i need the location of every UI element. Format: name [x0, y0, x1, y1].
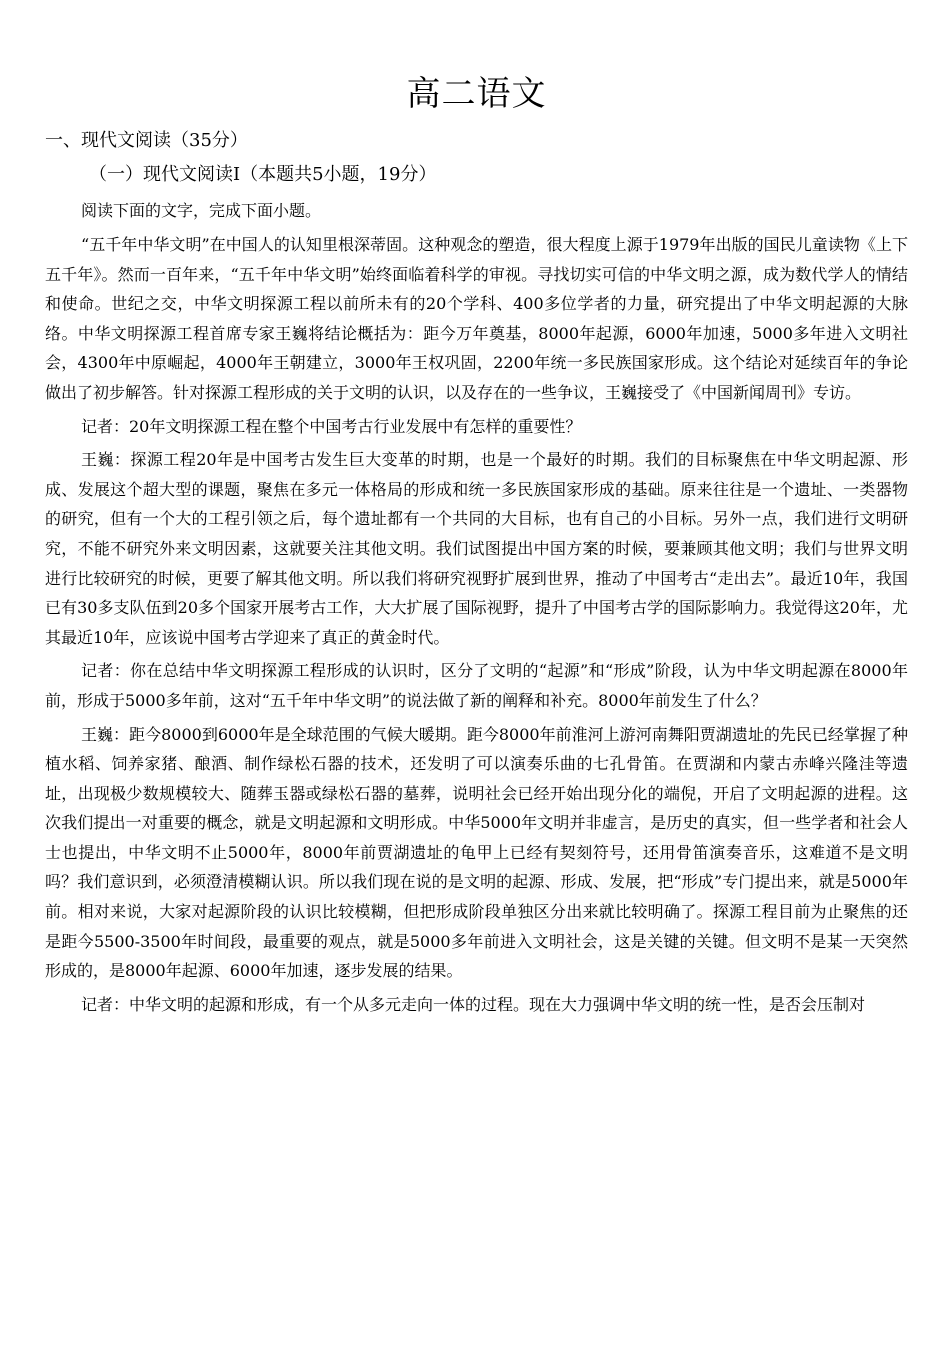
reading-instruction: 阅读下面的文字，完成下面小题。 — [81, 201, 322, 220]
sub-heading: （一）现代文阅读I（本题共5小题，19分） — [89, 164, 437, 185]
interview-answer-1: 王巍：探源工程20年是中国考古发生巨大变革的时期，也是一个最好的时期。我们的目标聚焦在中华文明起源、形成、发展这个超大型的课题，聚焦在多元一体格局的形成和统一多民族国家形成的基础。原来往往是一个遗址、一类器物的研究，但有一个大的工程引领之后，每个遗址都有一个共同的大目标，也有自己的小目标。另外一点，我们进行文明研究，不能不研究外来文明因素，这就要关注其他文明。我们试图提出中国方案的时候，要兼顾其他文明；我们与世界文明进行比较研究的时候，更要了解其他文明。所以我们将研究视野扩展到世界，推动了中国考古“走出去”。最近10年，我国已有30多支队伍到20多个国家开展考古工作，大大扩展了国际视野，提升了中国考古学的国际影响力。我觉得这20年，尤其最近10年，应该说中国考古学迎来了真正的黄金时代。 — [45, 450, 908, 647]
interview-question-3: 记者：中华文明的起源和形成，有一个从多元走向一体的过程。现在大力强调中华文明的统一性，是否会压制对 — [81, 994, 866, 1014]
interview-question-1: 记者：20年文明探源工程在整个中国考古行业发展中有怎样的重要性？ — [81, 416, 582, 436]
section-heading: 一、现代文阅读（35分） — [45, 130, 248, 151]
document-title: 高二语文 — [406, 74, 547, 114]
interview-question-2: 记者：你在总结中华文明探源工程形成的认识时，区分了文明的“起源”和“形成”阶段，认为中华文明起源在8000年前，形成于5000多年前，这对“五千年中华文明”的说法做了新的阐释和补充。8000年前发生了什么？ — [45, 661, 908, 710]
body-paragraph-intro: “五千年中华文明”在中国人的认知里根深蒂固。这种观念的塑造，很大程度上源于1979年出版的国民儿童读物《上下五千年》。然而一百年来，“五千年中华文明”始终面临着科学的审视。寻找切实可信的中华文明之源，成为数代学人的情结和使命。世纪之交，中华文明探源工程以前所未有的20个学科、400多位学者的力量，研究提出了中华文明起源的大脉络。中华文明探源工程首席专家王巍将结论概括为：距今万年奠基，8000年起源，6000年加速，5000多年进入文明社会，4300年中原崛起，4000年王朝建立，3000年王权巩固，2200年统一多民族国家形成。这个结论对延续百年的争论做出了初步解答。针对探源工程形成的关于文明的认识，以及存在的一些争议，王巍接受了《中国新闻周刊》专访。 — [45, 235, 908, 402]
interview-answer-2: 王巍：距今8000到6000年是全球范围的气候大暖期。距今8000年前淮河上游河南舞阳贾湖遗址的先民已经掌握了种植水稻、饲养家猪、酿酒、制作绿松石器的技术，还发明了可以演奏乐曲的七孔骨笛。在贾湖和内蒙古赤峰兴隆洼等遗址，出现极少数规模较大、随葬玉器或绿松石器的墓葬，说明社会已经开始出现分化的端倪，开启了文明起源的进程。这次我们提出一对重要的概念，就是文明起源和文明形成。中华5000年文明并非虚言，是历史的真实，但一些学者和社会人士也提出，中华文明不止5000年，8000年前贾湖遗址的龟甲上已经有契刻符号，还用骨笛演奏音乐，这难道不是文明吗？我们意识到，必须澄清模糊认识。所以我们现在说的是文明的起源、形成、发展，把“形成”专门提出来，就是5000年前。相对来说，大家对起源阶段的认识比较模糊，但把形成阶段单独区分出来就比较明确了。探源工程目前为止聚焦的还是距今5500-3500年时间段，最重要的观点，就是5000多年前进入文明社会，这是关键的关键。但文明不是某一天突然形成的，是8000年起源、6000年加速，逐步发展的结果。 — [45, 724, 908, 981]
